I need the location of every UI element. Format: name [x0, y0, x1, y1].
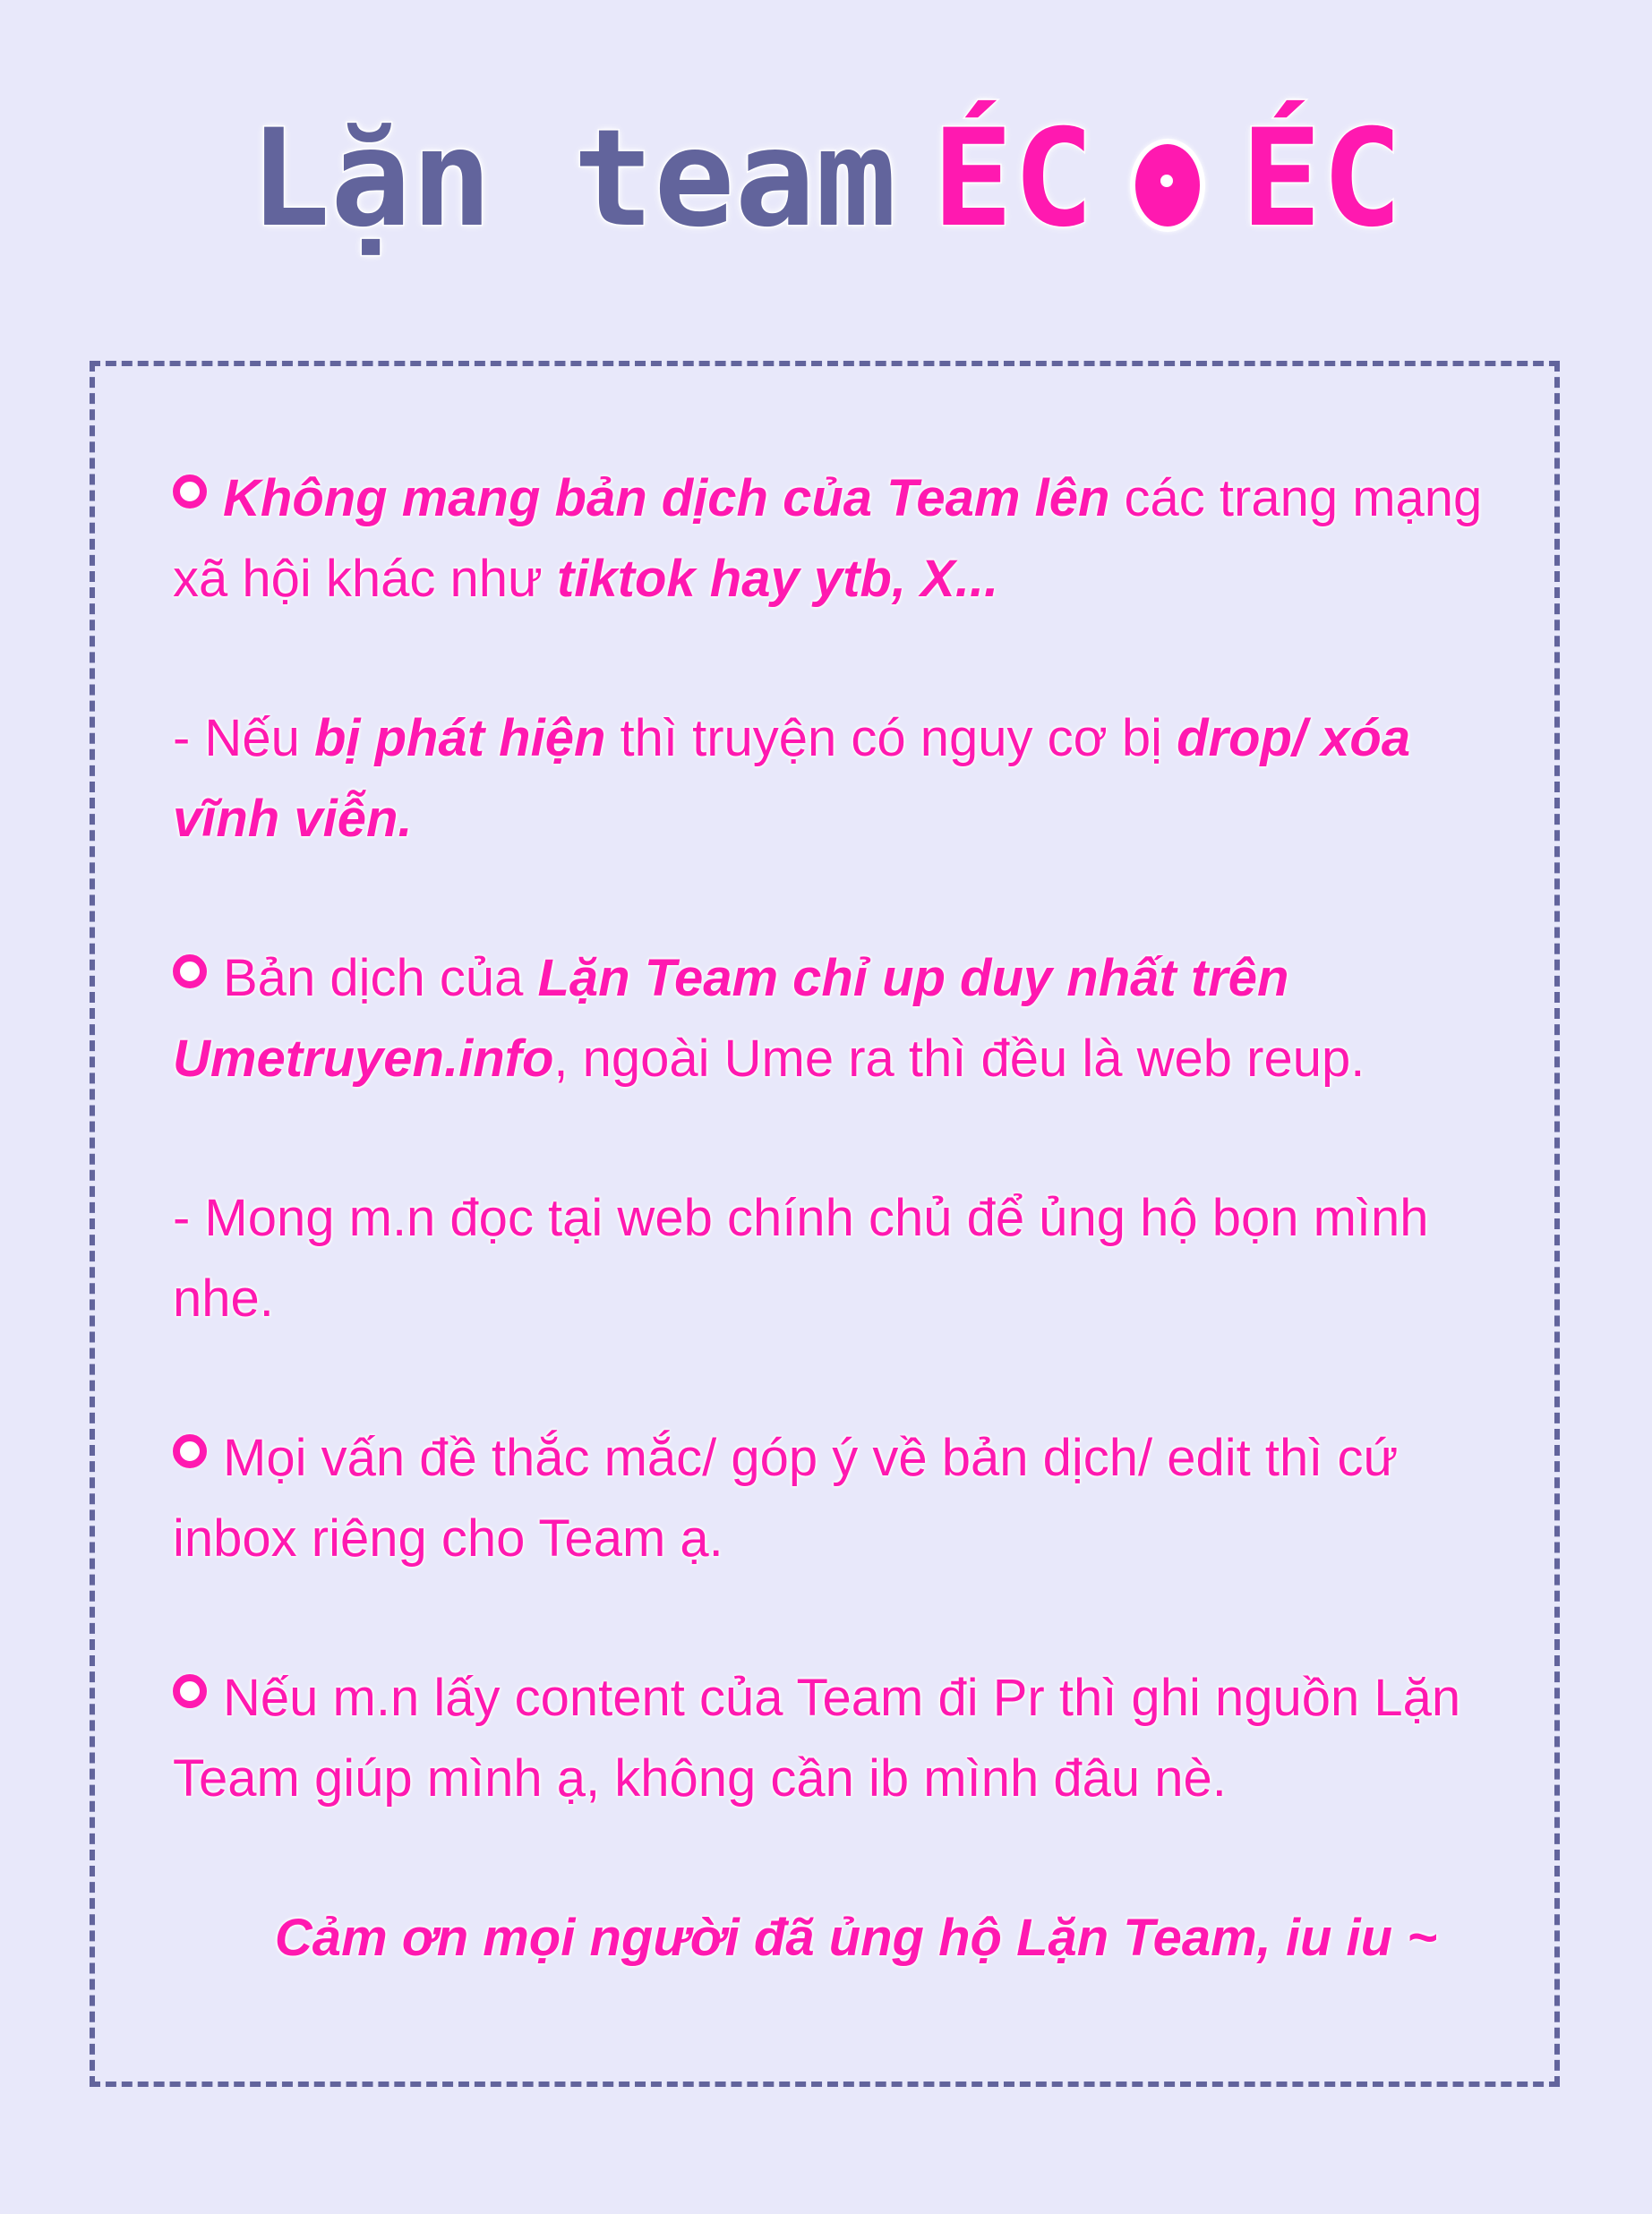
rule-text-segment: Nếu m.n lấy content của Team đi Pr thì ghi nguồn Lặn Team giúp mình ạ, không cần ib mình đâu nè. [173, 1669, 1461, 1808]
bullet-circle-icon [173, 954, 207, 988]
title-team-name: Lặn team [249, 101, 897, 257]
rule-text-segment: các trang mạng xã hội khác như [173, 469, 1483, 608]
title-ec-right: ÉC [1240, 101, 1403, 257]
rule-text-segment: tiktok hay ytb, X... [556, 550, 999, 608]
title-ec-left: ÉC [932, 101, 1094, 257]
rule-text-segment: drop/ xóa vĩnh viễn. [173, 709, 1411, 848]
rule-text-segment: - Mong m.n đọc tại web chính chủ để ủng hộ bọn mình nhe. [173, 1189, 1429, 1328]
closing-message: Cảm ơn mọi người đã ủng hộ Lặn Team, iu iu ~ [274, 1909, 1438, 1967]
bullet-circle-icon [173, 1434, 207, 1468]
rule-text-segment: bị phát hiện [313, 709, 606, 767]
page-title [0, 98, 1652, 260]
rules-list [173, 458, 1507, 1898]
rule-paragraph [173, 1178, 1507, 1339]
rule-paragraph [173, 1658, 1507, 1819]
rule-text-segment: thì truyện có nguy cơ bị [605, 709, 1177, 767]
circle-logo-icon [1130, 139, 1205, 232]
rule-paragraph [173, 1418, 1507, 1579]
rule-text-segment: , ngoài Ume ra thì đều là web reup. [553, 1030, 1365, 1088]
rule-text-segment: Bản dịch của [223, 949, 538, 1007]
bullet-circle-icon [173, 1674, 207, 1708]
rule-text-segment: Mọi vấn đề thắc mắc/ góp ý về bản dịch/ edit thì cứ inbox riêng cho Team ạ. [173, 1429, 1399, 1568]
bullet-circle-icon [173, 474, 207, 509]
rule-paragraph [173, 938, 1507, 1099]
rule-paragraph [173, 698, 1507, 859]
rule-text-segment: - Nếu [173, 709, 314, 767]
rule-text-segment: Không mang bản dịch của Team lên [223, 469, 1110, 527]
rule-text-segment: Lặn Team chỉ up duy nhất trên Umetruyen.info [173, 949, 1289, 1088]
rule-paragraph [173, 458, 1507, 620]
